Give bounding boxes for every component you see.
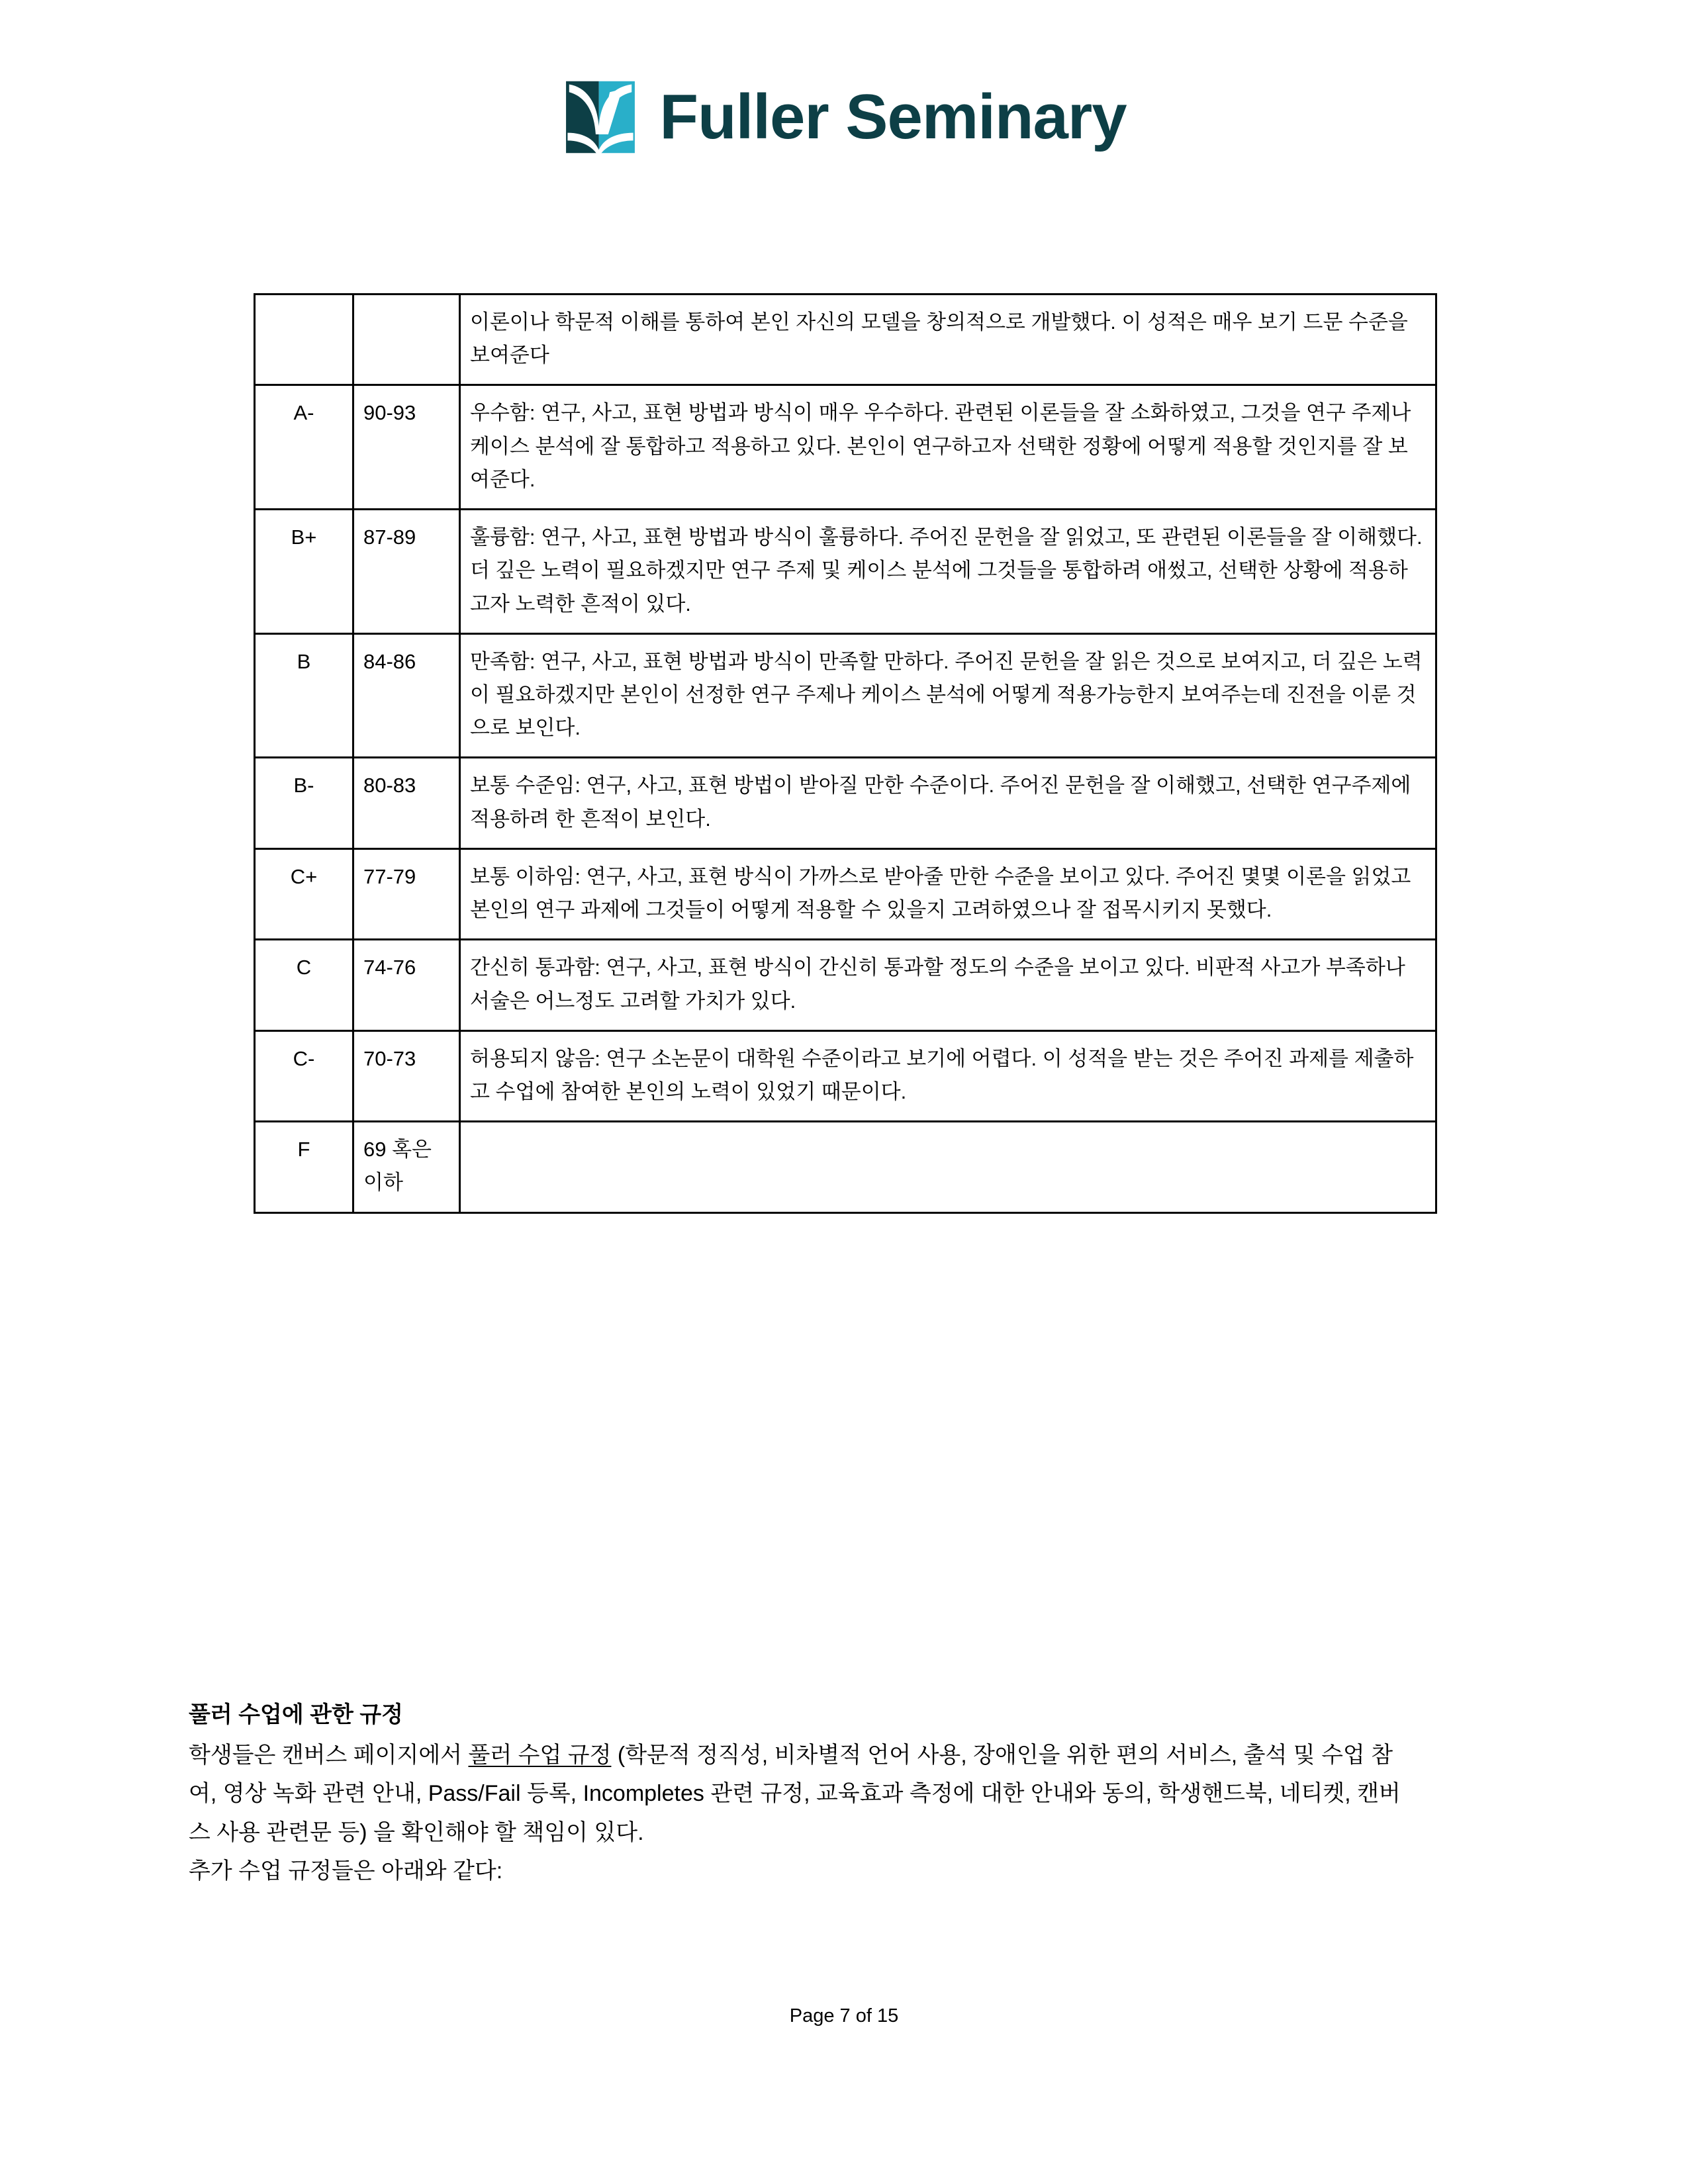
open-book-icon — [561, 78, 639, 156]
grade-cell: C- — [255, 1030, 353, 1121]
score-cell: 69 혹은 이하 — [353, 1122, 460, 1212]
logo-wordmark: Fuller Seminary — [659, 81, 1127, 152]
table-row — [255, 633, 1436, 758]
score-cell: 80-83 — [353, 758, 460, 848]
policy-text-after-link: (학문적 정직성, 비차별적 언어 사용, 장애인을 위한 편의 서비스, 출석 및 수업 참여, 영상 녹화 관련 안내, Pass/Fail 등록, Incompletes 관련 규정, 교육효과 측정에 대한 안내와 동의, 학생핸드북, 네티켓, 캔버스 사용 관련문 등) 을 확인해야 할 책임이 있다. — [189, 1743, 1401, 1845]
description-cell: 만족함: 연구, 사고, 표현 방법과 방식이 만족할 만하다. 주어진 문헌을 잘 읽은 것으로 보여지고, 더 깊은 노력이 필요하겠지만 본인이 선정한 연구 주제나 케이스 분석에 어떻게 적용가능한지 보여주는데 진전을 이룬 것으로 보인다. — [460, 633, 1436, 758]
fuller-course-policy-link[interactable]: 풀러 수업 규정 — [468, 1743, 612, 1768]
table-row — [255, 295, 1436, 385]
score-cell: 87-89 — [353, 510, 460, 634]
policy-tail-text: 추가 수업 규정들은 아래와 같다: — [189, 1858, 503, 1884]
grading-scale-table-body — [255, 295, 1436, 1213]
grade-cell: C — [255, 940, 353, 1030]
table-row — [255, 385, 1436, 510]
table-row — [255, 848, 1436, 939]
score-cell: 74-76 — [353, 940, 460, 1030]
page-footer — [0, 2005, 1688, 2027]
score-cell: 70-73 — [353, 1030, 460, 1121]
description-cell: 훌륭함: 연구, 사고, 표현 방법과 방식이 훌륭하다. 주어진 문헌을 잘 읽었고, 또 관련된 이론들을 잘 이해했다. 더 깊은 노력이 필요하겠지만 연구 주제 및 케이스 분석에 그것들을 통합하려 애썼고, 선택한 상황에 적용하고자 노력한 흔적이 있다. — [460, 510, 1436, 634]
grade-cell — [255, 295, 353, 385]
grade-cell: C+ — [255, 848, 353, 939]
grade-cell: A- — [255, 385, 353, 510]
score-cell: 84-86 — [353, 633, 460, 758]
table-row — [255, 940, 1436, 1030]
description-cell: 우수함: 연구, 사고, 표현 방법과 방식이 매우 우수하다. 관련된 이론들을 잘 소화하였고, 그것을 연구 주제나 케이스 분석에 잘 통합하고 적용하고 있다. 본인이 연구하고자 선택한 정황에 어떻게 적용할 것인지를 잘 보여준다. — [460, 385, 1436, 510]
grade-cell: B- — [255, 758, 353, 848]
grading-scale-table-wrapper — [254, 293, 1437, 1214]
table-row — [255, 1030, 1436, 1121]
score-cell — [353, 295, 460, 385]
description-cell: 보통 수준임: 연구, 사고, 표현 방법이 받아질 만한 수준이다. 주어진 문헌을 잘 이해했고, 선택한 연구주제에 적용하려 한 흔적이 보인다. — [460, 758, 1436, 848]
grade-cell: F — [255, 1122, 353, 1212]
course-policy-section — [189, 1698, 1417, 1891]
description-cell: 허용되지 않음: 연구 소논문이 대학원 수준이라고 보기에 어렵다. 이 성적을 받는 것은 주어진 과제를 제출하고 수업에 참여한 본인의 노력이 있었기 때문이다. — [460, 1030, 1436, 1121]
description-cell — [460, 1122, 1436, 1212]
page-number-label: Page 7 of 15 — [789, 2005, 899, 2026]
policy-heading: 풀러 수업에 관한 규정 — [189, 1702, 403, 1727]
document-header — [0, 0, 1688, 156]
fuller-seminary-logo — [561, 78, 1126, 156]
grading-scale-table — [254, 293, 1437, 1214]
policy-text-before-link: 학생들은 캔버스 페이지에서 — [189, 1743, 469, 1768]
table-row — [255, 758, 1436, 848]
policy-paragraph — [189, 1736, 1417, 1852]
grade-cell: B — [255, 633, 353, 758]
score-cell: 90-93 — [353, 385, 460, 510]
description-cell: 이론이나 학문적 이해를 통하여 본인 자신의 모델을 창의적으로 개발했다. 이 성적은 매우 보기 드문 수준을 보여준다 — [460, 295, 1436, 385]
grade-cell: B+ — [255, 510, 353, 634]
table-row — [255, 510, 1436, 634]
description-cell: 보통 이하임: 연구, 사고, 표현 방식이 가까스로 받아줄 만한 수준을 보이고 있다. 주어진 몇몇 이론을 읽었고 본인의 연구 과제에 그것들이 어떻게 적용할 수 있을지 고려하였으나 잘 접목시키지 못했다. — [460, 848, 1436, 939]
score-cell: 77-79 — [353, 848, 460, 939]
description-cell: 간신히 통과함: 연구, 사고, 표현 방식이 간신히 통과할 정도의 수준을 보이고 있다. 비판적 사고가 부족하나 서술은 어느정도 고려할 가치가 있다. — [460, 940, 1436, 1030]
table-row — [255, 1122, 1436, 1212]
